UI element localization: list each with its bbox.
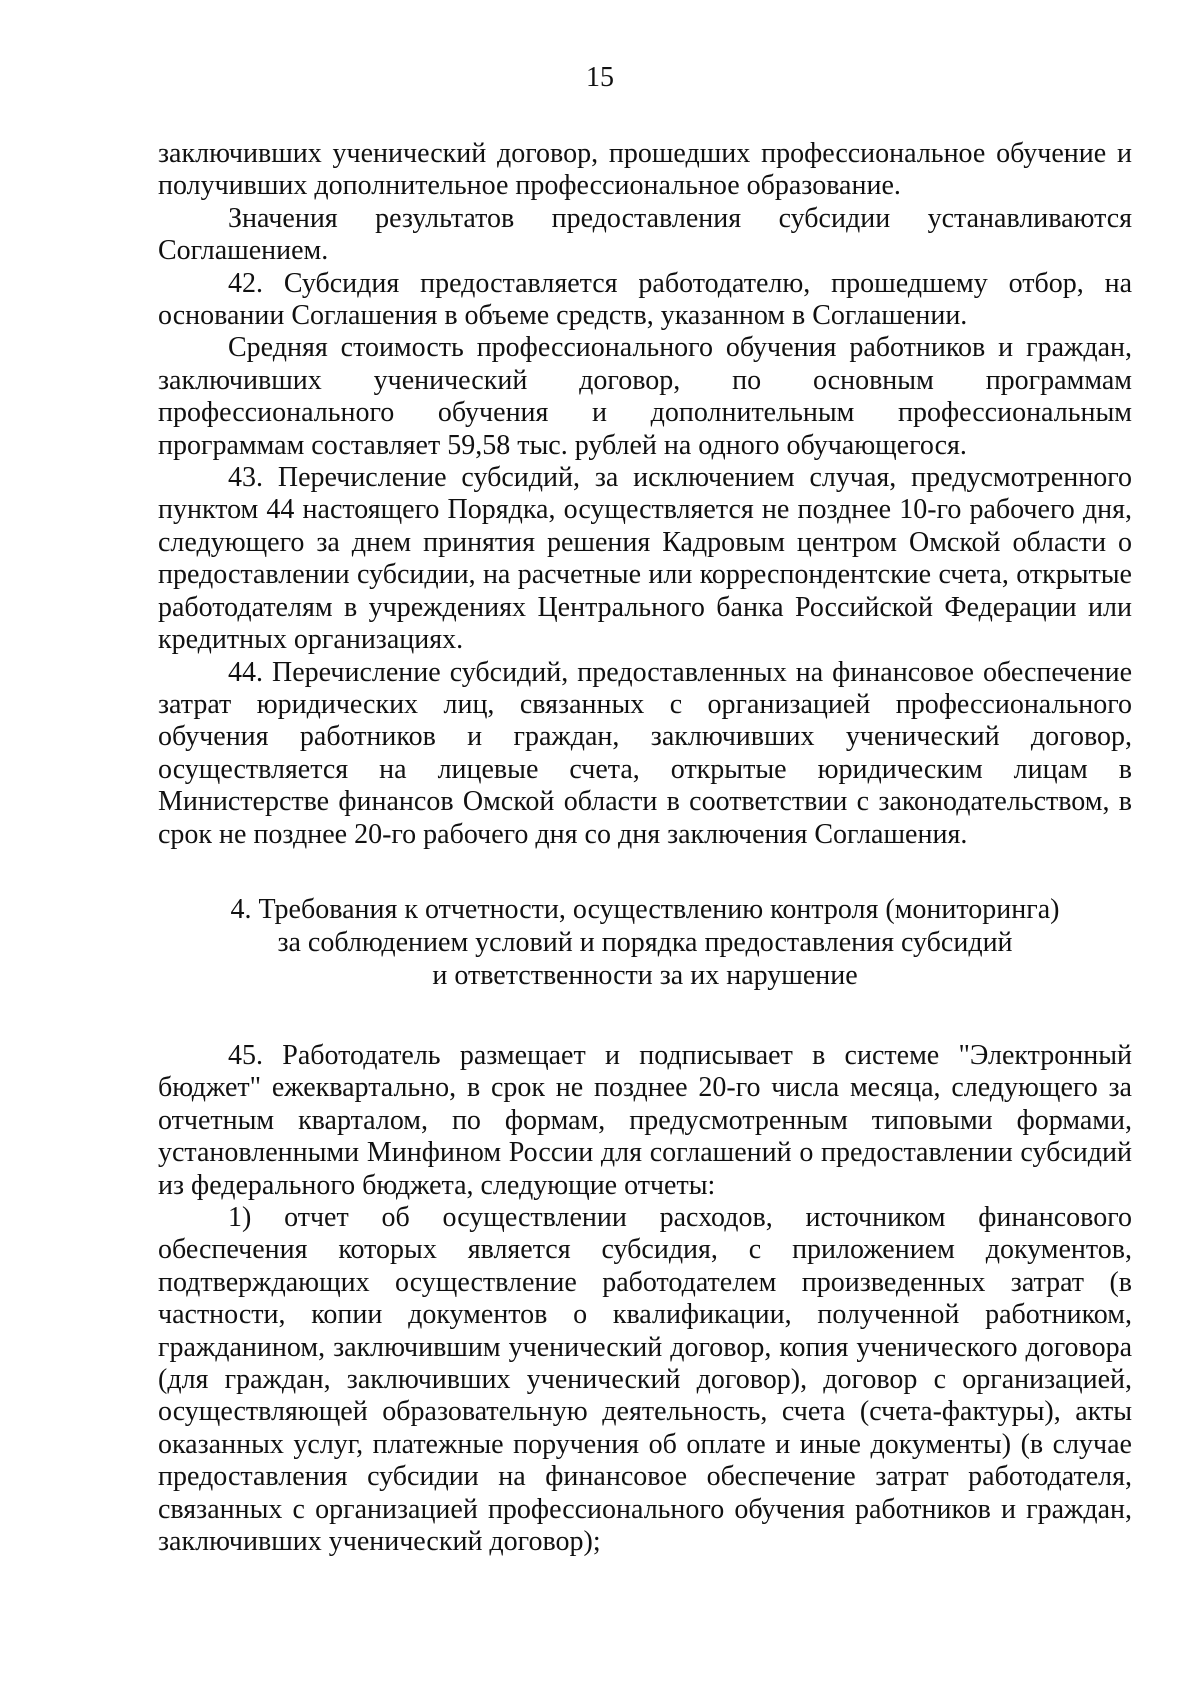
paragraph: Средняя стоимость профессионального обучения работников и граждан, заключивших ученический договор, по основным программам профессионального обучения и дополнительным профессиональным программам составляет 59,58 тыс. рублей на одного обучающегося. bbox=[158, 332, 1132, 461]
paragraph-45: 45. Работодатель размещает и подписывает в системе "Электронный бюджет" ежеквартально, в срок не позднее 20-го числа месяца, следующего за отчетным кварталом, по формам, предусмотренным типовыми формами, установленными Минфином России для соглашений о предоставлении субсидий из федерального бюджета, следующие отчеты: bbox=[158, 1039, 1132, 1201]
paragraph-44: 44. Перечисление субсидий, предоставленных на финансовое обеспечение затрат юридических лиц, связанных с организацией профессионального обучения работников и граждан, заключивших ученический договор, осуществляется на лицевые счета, открытые юридическим лицам в Министерстве финансов Омской области в соответствии с законодательством, в срок не позднее 20-го рабочего дня со дня заключения Соглашения. bbox=[158, 656, 1132, 850]
paragraph-continuation: заключивших ученический договор, прошедших профессиональное обучение и получивших дополнительное профессиональное образование. bbox=[158, 138, 1132, 202]
section-heading-line: за соблюдением условий и порядка предоставления субсидий bbox=[277, 926, 1013, 958]
page-number: 15 bbox=[586, 62, 614, 93]
paragraph-43: 43. Перечисление субсидий, за исключением случая, предусмотренного пунктом 44 настоящего Порядка, осуществляется не позднее 10-го рабочего дня, следующего за днем принятия решения Кадровым центром Омской области о предоставлении субсидии, на расчетные или корреспондентские счета, открытые работодателям в учреждениях Центрального банка Российской Федерации или кредитных организациях. bbox=[158, 462, 1132, 656]
section-heading bbox=[158, 893, 1132, 992]
paragraph-42: 42. Субсидия предоставляется работодателю, прошедшему отбор, на основании Соглашения в объеме средств, указанном в Соглашении. bbox=[158, 267, 1132, 332]
list-item-1: 1) отчет об осуществлении расходов, источником финансового обеспечения которых является субсидия, с приложением документов, подтверждающих осуществление работодателем произведенных затрат (в частности, копии документов о квалификации, полученной работником, гражданином, заключившим ученический договор, копия ученического договора (для граждан, заключивших ученический договор), договор с организацией, осуществляющей образовательную деятельность, счета (счета-фактуры), акты оказанных услуг, платежные поручения об оплате и иные документы) (в случае предоставления субсидии на финансовое обеспечение затрат работодателя, связанных с организацией профессионального обучения работников и граждан, заключивших ученический договор); bbox=[158, 1201, 1132, 1558]
document-body bbox=[158, 138, 1132, 1558]
section-heading-line: и ответственности за их нарушение bbox=[432, 959, 858, 991]
section-heading-line: 4. Требования к отчетности, осуществлению контроля (мониторинга) bbox=[230, 893, 1060, 925]
paragraph: Значения результатов предоставления субсидии устанавливаются Соглашением. bbox=[158, 202, 1132, 267]
